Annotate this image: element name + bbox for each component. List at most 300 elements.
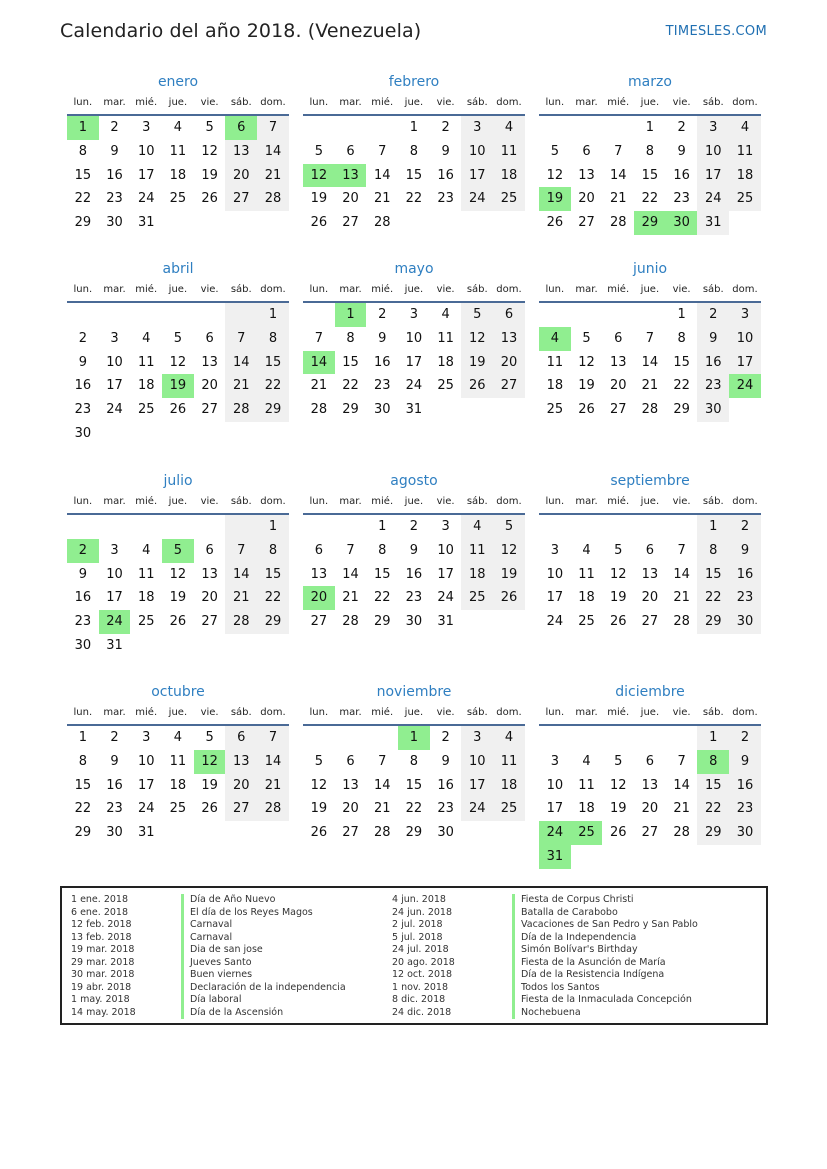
day-cell: 12 [310, 777, 328, 793]
weekday-label: mié. [135, 97, 158, 108]
day-cell: 10 [137, 753, 155, 769]
week-row [539, 774, 761, 798]
day-cell: 19 [493, 563, 525, 587]
day-cell: 15 [257, 563, 289, 587]
empty-day-cell [162, 515, 194, 539]
weekday-label: dom. [260, 707, 286, 718]
day-cell: 15 [257, 351, 289, 375]
empty-day-cell [461, 821, 493, 845]
empty-day-cell [303, 515, 335, 539]
day-cell: 3 [142, 120, 151, 135]
day-cell: 15 [405, 777, 423, 793]
day-cell: 10 [546, 777, 564, 793]
day-cell: 24 [461, 187, 493, 211]
day-cell: 22 [257, 586, 289, 610]
day-cell: 15 [74, 167, 92, 183]
month-name: abril [162, 261, 194, 277]
day-cell: 6 [614, 330, 623, 346]
weekday-label: dom. [732, 284, 758, 295]
day-cell: 8 [697, 539, 729, 563]
legend-holiday-name: Buen viernes [181, 969, 346, 982]
day-cell: 2 [110, 120, 119, 135]
week-row [539, 515, 761, 539]
day-cell: 22 [74, 191, 92, 207]
empty-day-cell [257, 634, 289, 658]
month-name: agosto [390, 473, 438, 489]
week-row [303, 515, 525, 539]
day-cell: 4 [142, 542, 151, 558]
day-cell: 13 [201, 354, 218, 370]
legend-date: 13 feb. 2018 [71, 931, 132, 943]
month-junio [539, 257, 761, 422]
weekday-header [539, 704, 761, 726]
day-cell: 18 [137, 378, 155, 394]
week-row [67, 726, 289, 750]
day-cell: 4 [582, 753, 591, 769]
day-cell: 10 [106, 566, 123, 582]
empty-day-cell [493, 821, 525, 845]
empty-day-cell [430, 398, 462, 422]
month-name: marzo [628, 74, 672, 90]
day-cell: 2 [78, 330, 87, 346]
day-cell: 31 [106, 637, 123, 653]
day-cell: 11 [137, 354, 155, 370]
legend-name-column [181, 894, 346, 1019]
day-cell: 13 [342, 777, 359, 793]
day-cell: 21 [373, 801, 391, 817]
day-cell: 11 [578, 777, 595, 793]
day-cell: 7 [225, 539, 257, 563]
weekday-label: mar. [103, 284, 126, 295]
day-cell: 26 [609, 614, 627, 630]
day-cell: 28 [609, 215, 627, 231]
week-row [539, 398, 761, 422]
day-cell: 11 [169, 143, 187, 159]
legend-holiday-name: Día de Año Nuevo [181, 894, 346, 907]
day-cell: 20 [201, 378, 218, 394]
weekday-label: mié. [371, 496, 394, 507]
day-cell: 9 [110, 753, 119, 769]
day-cell: 22 [373, 590, 391, 606]
week-row [539, 327, 761, 351]
day-cell: 14 [673, 566, 690, 582]
day-cell: 29 [257, 398, 289, 422]
empty-day-cell [366, 726, 398, 750]
week-row [539, 116, 761, 140]
weekday-label: mié. [135, 496, 158, 507]
day-cell: 21 [673, 590, 690, 606]
empty-day-cell [257, 211, 289, 235]
empty-day-cell [571, 515, 603, 539]
weekday-label: sáb. [230, 97, 252, 108]
weekday-header [303, 704, 525, 726]
week-row [539, 303, 761, 327]
week-row [67, 351, 289, 375]
day-cell: 24 [137, 801, 155, 817]
holiday-day-cell: 24 [539, 821, 571, 845]
weekday-label: vie. [672, 284, 691, 295]
day-cell: 10 [461, 750, 493, 774]
day-cell: 6 [314, 542, 323, 558]
week-row [539, 797, 761, 821]
legend-date: 24 jul. 2018 [392, 944, 449, 955]
day-cell: 1 [78, 730, 87, 745]
day-cell: 7 [378, 753, 387, 769]
day-cell: 29 [673, 402, 690, 418]
legend-date: 20 ago. 2018 [392, 956, 455, 968]
empty-day-cell [225, 515, 257, 539]
weekday-label: mié. [607, 284, 630, 295]
day-cell: 29 [342, 402, 359, 418]
day-cell: 28 [641, 402, 659, 418]
weekday-label: sáb. [230, 496, 252, 507]
legend-date: 2 jul. 2018 [392, 919, 443, 930]
day-cell: 26 [493, 586, 525, 610]
day-cell: 27 [641, 825, 659, 841]
legend-holiday-name: Día de la Resistencia Indígena [512, 969, 698, 982]
weekday-label: dom. [496, 284, 522, 295]
holiday-day-cell: 25 [571, 821, 603, 845]
day-cell: 2 [677, 120, 686, 135]
day-cell: 21 [673, 801, 690, 817]
empty-day-cell [539, 515, 571, 539]
day-cell: 3 [461, 116, 493, 140]
day-cell: 2 [697, 303, 729, 327]
day-cell: 16 [373, 354, 391, 370]
weekday-label: lun. [73, 97, 93, 108]
day-cell: 21 [609, 191, 627, 207]
day-cell: 30 [106, 825, 123, 841]
day-cell: 9 [78, 566, 87, 582]
day-cell: 19 [461, 351, 493, 375]
day-cell: 15 [673, 354, 690, 370]
day-cell: 29 [257, 610, 289, 634]
weekday-label: mar. [575, 97, 598, 108]
day-cell: 31 [405, 402, 423, 418]
weekday-label: lun. [73, 707, 93, 718]
day-cell: 13 [493, 327, 525, 351]
empty-day-cell [461, 211, 493, 235]
empty-day-cell [539, 303, 571, 327]
day-cell: 29 [697, 821, 729, 845]
day-cell: 27 [342, 215, 359, 231]
month-name: junio [632, 261, 668, 277]
day-cell: 14 [225, 563, 257, 587]
weekday-label: vie. [200, 97, 219, 108]
empty-day-cell [225, 634, 257, 658]
day-cell: 17 [437, 566, 454, 582]
weekday-label: jue. [404, 97, 424, 108]
day-cell: 6 [205, 542, 214, 558]
day-cell: 29 [405, 825, 423, 841]
day-cell: 5 [614, 753, 623, 769]
day-cell: 22 [697, 586, 729, 610]
day-cell: 28 [373, 215, 391, 231]
week-row [67, 187, 289, 211]
day-cell: 28 [225, 610, 257, 634]
day-cell: 30 [697, 398, 729, 422]
weekday-header [303, 493, 525, 515]
empty-day-cell [539, 726, 571, 750]
day-cell: 23 [729, 797, 761, 821]
day-cell: 11 [546, 354, 564, 370]
week-row [67, 539, 289, 563]
site-brand-link[interactable]: TIMESLES.COM [665, 24, 767, 39]
empty-day-cell [335, 515, 367, 539]
week-row [67, 750, 289, 774]
legend-date: 1 nov. 2018 [392, 981, 448, 993]
day-cell: 27 [201, 614, 218, 630]
day-cell: 5 [614, 542, 623, 558]
empty-day-cell [493, 610, 525, 634]
day-cell: 5 [550, 143, 559, 159]
day-cell: 11 [461, 539, 493, 563]
day-cell: 10 [729, 327, 761, 351]
legend-holiday-name: Fiesta de la Asunción de María [512, 957, 698, 970]
day-cell: 5 [582, 330, 591, 346]
empty-day-cell [729, 845, 761, 869]
month-name: noviembre [376, 684, 452, 700]
week-row [303, 140, 525, 164]
week-row [303, 374, 525, 398]
day-cell: 27 [641, 614, 659, 630]
day-cell: 10 [437, 542, 454, 558]
day-cell: 4 [729, 116, 761, 140]
day-cell: 20 [342, 191, 359, 207]
empty-day-cell [398, 211, 430, 235]
day-cell: 6 [205, 330, 214, 346]
holiday-day-cell: 30 [666, 211, 698, 235]
month-name: enero [157, 74, 199, 90]
day-cell: 24 [106, 402, 123, 418]
day-cell: 7 [677, 753, 686, 769]
day-cell: 29 [74, 825, 92, 841]
day-cell: 23 [74, 402, 92, 418]
day-cell: 12 [546, 167, 564, 183]
day-cell: 8 [645, 143, 655, 159]
day-cell: 1 [697, 726, 729, 750]
day-cell: 31 [437, 614, 454, 630]
day-cell: 15 [373, 566, 391, 582]
day-cell: 14 [257, 140, 289, 164]
weekday-label: sáb. [466, 496, 488, 507]
legend-holiday-name: Batalla de Carabobo [512, 907, 698, 920]
holiday-day-cell: 1 [398, 726, 430, 750]
day-cell: 8 [378, 542, 387, 558]
day-cell: 15 [342, 354, 359, 370]
week-row [67, 515, 289, 539]
day-cell: 24 [405, 378, 423, 394]
week-row [67, 211, 289, 235]
weekday-label: vie. [436, 707, 455, 718]
empty-day-cell [99, 422, 131, 446]
day-cell: 12 [169, 566, 187, 582]
day-cell: 20 [493, 351, 525, 375]
week-row [67, 327, 289, 351]
day-cell: 16 [74, 378, 92, 394]
day-cell: 9 [78, 354, 87, 370]
day-cell: 6 [645, 753, 655, 769]
holiday-day-cell: 1 [335, 303, 367, 327]
day-cell: 5 [205, 730, 214, 745]
day-cell: 19 [609, 801, 627, 817]
day-cell: 25 [729, 187, 761, 211]
legend-date: 19 abr. 2018 [71, 981, 132, 993]
weekday-label: sáb. [466, 284, 488, 295]
week-row [539, 164, 761, 188]
week-row [539, 539, 761, 563]
empty-day-cell [666, 845, 698, 869]
weekday-label: mar. [575, 284, 598, 295]
weekday-label: mar. [575, 496, 598, 507]
legend-holiday-name: Fiesta de la Inmaculada Concepción [512, 994, 698, 1007]
weekday-label: vie. [200, 496, 219, 507]
weekday-label: mié. [371, 97, 394, 108]
day-cell: 28 [342, 614, 359, 630]
day-cell: 13 [578, 167, 595, 183]
day-cell: 21 [373, 191, 391, 207]
legend-date: 5 jul. 2018 [392, 931, 443, 943]
weekday-label: dom. [732, 707, 758, 718]
empty-day-cell [634, 845, 666, 869]
week-row [67, 797, 289, 821]
day-cell: 9 [441, 143, 450, 159]
weekday-header [539, 94, 761, 116]
week-row [303, 726, 525, 750]
day-cell: 25 [437, 378, 454, 394]
weekday-header [539, 493, 761, 515]
day-cell: 27 [342, 825, 359, 841]
day-cell: 8 [78, 753, 87, 769]
empty-day-cell [130, 303, 162, 327]
day-cell: 10 [461, 140, 493, 164]
day-cell: 13 [310, 566, 328, 582]
day-cell: 2 [409, 519, 419, 534]
day-cell: 20 [641, 801, 659, 817]
weekday-label: mar. [339, 284, 362, 295]
weekday-label: jue. [640, 496, 660, 507]
day-cell: 21 [225, 586, 257, 610]
day-cell: 19 [201, 777, 218, 793]
day-cell: 29 [697, 610, 729, 634]
week-row [67, 563, 289, 587]
day-cell: 22 [405, 191, 423, 207]
day-cell: 21 [257, 164, 289, 188]
day-cell: 18 [169, 777, 187, 793]
legend-holiday-name: Día laboral [181, 994, 346, 1007]
legend-date: 24 jun. 2018 [392, 906, 453, 918]
holiday-day-cell: 2 [67, 539, 99, 563]
week-row [303, 164, 525, 188]
day-cell: 5 [314, 143, 323, 159]
empty-day-cell [130, 634, 162, 658]
day-cell: 28 [373, 825, 391, 841]
day-cell: 2 [729, 515, 761, 539]
day-cell: 19 [310, 191, 328, 207]
empty-day-cell [539, 116, 571, 140]
day-cell: 5 [461, 303, 493, 327]
weekday-label: jue. [168, 496, 188, 507]
day-cell: 1 [645, 120, 655, 135]
day-cell: 1 [257, 303, 289, 327]
empty-day-cell [225, 211, 257, 235]
day-cell: 15 [405, 167, 423, 183]
empty-day-cell [67, 303, 99, 327]
empty-day-cell [130, 422, 162, 446]
day-cell: 6 [493, 303, 525, 327]
day-cell: 4 [173, 730, 183, 745]
day-cell: 17 [546, 590, 564, 606]
day-cell: 18 [461, 563, 493, 587]
empty-day-cell [602, 116, 634, 140]
day-cell: 17 [106, 590, 123, 606]
day-cell: 22 [641, 191, 659, 207]
day-cell: 21 [641, 378, 659, 394]
day-cell: 20 [609, 378, 627, 394]
empty-day-cell [729, 398, 761, 422]
weekday-label: jue. [404, 707, 424, 718]
week-row [303, 586, 525, 610]
day-cell: 11 [437, 330, 454, 346]
legend-date: 29 mar. 2018 [71, 956, 135, 968]
weekday-label: mar. [103, 707, 126, 718]
day-cell: 17 [729, 351, 761, 375]
day-cell: 18 [729, 164, 761, 188]
weekday-header [303, 281, 525, 303]
empty-day-cell [571, 303, 603, 327]
day-cell: 14 [342, 566, 359, 582]
legend-date: 1 may. 2018 [71, 994, 130, 1005]
empty-day-cell [303, 116, 335, 140]
day-cell: 22 [342, 378, 359, 394]
month-mayo [303, 257, 525, 422]
weekday-header [303, 94, 525, 116]
weekday-label: mié. [607, 496, 630, 507]
day-cell: 3 [409, 307, 419, 322]
day-cell: 2 [441, 730, 450, 745]
day-cell: 12 [169, 354, 187, 370]
empty-day-cell [225, 303, 257, 327]
day-cell: 4 [441, 307, 450, 322]
week-row [303, 610, 525, 634]
empty-day-cell [493, 398, 525, 422]
weekday-label: sáb. [702, 707, 724, 718]
day-cell: 4 [493, 116, 525, 140]
empty-day-cell [602, 726, 634, 750]
day-cell: 5 [314, 753, 323, 769]
day-cell: 25 [461, 586, 493, 610]
day-cell: 16 [437, 777, 454, 793]
day-cell: 9 [110, 143, 119, 159]
weekday-label: lun. [545, 97, 565, 108]
month-marzo [539, 70, 761, 235]
day-cell: 11 [493, 750, 525, 774]
weekday-label: jue. [168, 707, 188, 718]
weekday-label: dom. [496, 496, 522, 507]
day-cell: 7 [314, 330, 323, 346]
month-febrero [303, 70, 525, 235]
day-cell: 26 [546, 215, 564, 231]
day-cell: 16 [405, 566, 423, 582]
day-cell: 24 [697, 187, 729, 211]
day-cell: 7 [346, 542, 355, 558]
day-cell: 16 [106, 777, 123, 793]
empty-day-cell [303, 303, 335, 327]
day-cell: 28 [310, 402, 328, 418]
empty-day-cell [162, 821, 194, 845]
legend-date: 8 dic. 2018 [392, 994, 446, 1005]
day-cell: 30 [437, 825, 454, 841]
